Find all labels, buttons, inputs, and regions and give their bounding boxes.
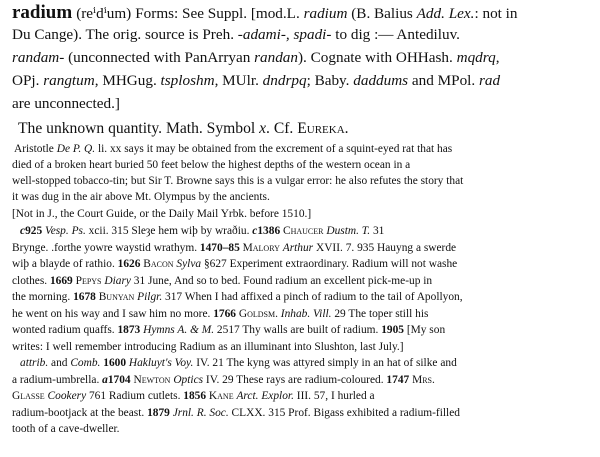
- text-segment: Pilgr.: [137, 291, 163, 303]
- attrib-line-4: [12, 423, 120, 435]
- text-segment: 1704: [107, 374, 134, 386]
- text-segment: Diary: [104, 275, 131, 287]
- etymology-line-0: [135, 5, 517, 22]
- text-segment: 761 Radium cutlets.: [86, 390, 184, 402]
- text-segment: and: [48, 357, 71, 369]
- text-segment: radium: [303, 5, 348, 22]
- text-segment: Forms: See Suppl. [mod.L.: [135, 5, 304, 22]
- text-segment: x: [259, 120, 267, 137]
- text-segment: Kane: [208, 390, 234, 402]
- text-segment: tsploshm: [160, 72, 215, 89]
- text-segment: 1879: [147, 407, 173, 419]
- text-segment: well-stopped tobacco-tin; but Sir T. Browne says this is a vulgar error: he also refutes the story that: [12, 175, 464, 187]
- attrib-line-0: [20, 357, 457, 369]
- text-segment: 1626: [117, 258, 144, 270]
- quotation-line-3: [12, 275, 432, 287]
- text-segment: Vesp. Ps.: [45, 225, 86, 237]
- text-segment: xcii. 315 Sleȝe hem wiþ by wraðiu.: [85, 225, 253, 237]
- quotation-line-7: [12, 341, 404, 353]
- attrib-line-1: [12, 374, 435, 386]
- text-segment: Sylva: [176, 258, 202, 270]
- text-segment: .: [344, 120, 349, 137]
- text-segment: randam-: [12, 49, 65, 66]
- text-segment: Bunyan: [98, 291, 135, 303]
- quotation-line-4: [12, 291, 463, 303]
- text-segment: [My son: [404, 324, 446, 336]
- text-segment: III. 57, I hurled a: [293, 390, 375, 402]
- text-segment: 1386: [257, 225, 283, 237]
- text-segment: Du Cange). The orig. source is Preh.: [12, 26, 238, 43]
- text-segment: (B. Balius: [347, 5, 417, 22]
- text-segment: Add. Lex.: [416, 5, 475, 22]
- text-segment: daddums: [353, 72, 409, 89]
- text-segment: ; Baby.: [306, 72, 354, 89]
- text-segment: c: [252, 225, 258, 237]
- text-segment: writes: I well remember introducing Radium as an illuminant into Slushton, last July.]: [12, 341, 404, 353]
- text-segment: 925: [25, 225, 45, 237]
- text-segment: 1470–85: [199, 242, 243, 254]
- text-segment: . Cf.: [266, 120, 298, 137]
- text-segment: 317 When I had affixed a pinch of radium to the tail of Apollyon,: [162, 291, 463, 303]
- text-segment: Newton: [133, 374, 171, 386]
- text-segment: Eureka: [297, 120, 345, 137]
- text-segment: 1856: [183, 390, 209, 402]
- text-segment: wonted radium quaffs.: [12, 324, 118, 336]
- attrib-line-3: [12, 407, 460, 419]
- text-segment: he went on his way and I saw him no more.: [12, 308, 214, 320]
- text-segment: wiþ a blayde of rathio.: [12, 258, 118, 270]
- text-segment: Hymns A. & M.: [143, 324, 215, 336]
- text-segment: clothes.: [12, 275, 50, 287]
- text-segment: 31: [370, 225, 385, 237]
- text-segment: Goldsm.: [238, 308, 278, 320]
- quotation-line-1: [12, 242, 456, 254]
- text-segment: rangtum: [43, 72, 95, 89]
- text-segment: Chaucer: [283, 225, 324, 237]
- text-segment: are unconnected.]: [12, 95, 120, 112]
- etymology-line-3: [12, 72, 500, 90]
- etymology-line-1: [12, 26, 460, 44]
- etymology-line-4: [12, 95, 120, 113]
- text-segment: a: [102, 374, 108, 386]
- text-segment: 1873: [117, 324, 144, 336]
- text-segment: Comb.: [70, 357, 101, 369]
- text-segment: died of a broken heart buried 50 feet below the highest depths of the western ocean in a: [12, 159, 411, 171]
- text-segment: li. xx says it may be obtained from the excrement of a squint-eyed rat that has: [95, 143, 453, 155]
- text-segment: OPj.: [12, 72, 44, 89]
- text-segment: The unknown quantity. Math. Symbol: [18, 120, 260, 137]
- text-segment: De P. Q.: [56, 143, 96, 155]
- text-segment: 29 The toper still his: [331, 308, 429, 320]
- text-segment: 31 June, And so to bed. Found radium an excellent pick-me-up in: [130, 275, 433, 287]
- text-segment: Mrs.: [412, 374, 435, 386]
- text-segment: ,: [495, 49, 500, 66]
- text-segment: Dustm. T.: [326, 225, 371, 237]
- text-segment: c: [20, 225, 26, 237]
- text-segment: 1905: [381, 324, 404, 336]
- text-segment: 1747: [386, 374, 413, 386]
- aristotle-note-line-3: [12, 191, 270, 203]
- text-segment: 1669: [49, 275, 76, 287]
- text-segment: IV. 29 These rays are radium-coloured.: [203, 374, 387, 386]
- text-segment: , MHGug.: [94, 72, 161, 89]
- aristotle-note-line-2: [12, 175, 463, 187]
- aristotle-note-line-1: [12, 159, 410, 171]
- text-segment: Arthur: [282, 242, 314, 254]
- quotation-line-6: [12, 324, 445, 336]
- text-segment: Arct. Explor.: [236, 390, 294, 402]
- text-segment: Hakluyt's Voy.: [128, 357, 194, 369]
- text-segment: Jrnl. R. Soc.: [172, 407, 229, 419]
- quotation-line-2: [12, 258, 457, 270]
- headword: radium: [12, 2, 73, 23]
- text-segment: 1766: [213, 308, 239, 320]
- text-segment: attrib.: [20, 357, 49, 369]
- text-segment: to dig :— Antediluv.: [331, 26, 460, 43]
- text-segment: Cookery: [47, 390, 87, 402]
- text-segment: it was dug in the air above Mt. Olympus by the ancients.: [12, 191, 270, 203]
- text-segment: Inhab. Vill.: [280, 308, 332, 320]
- text-segment: : not in: [474, 5, 518, 22]
- text-segment: (unconnected with PanArryan: [64, 49, 255, 66]
- quotation-line-0: [20, 225, 384, 237]
- text-segment: , MUlr.: [214, 72, 263, 89]
- text-segment: the morning.: [12, 291, 74, 303]
- text-segment: §627 Experiment extraordinary. Radium will not washe: [201, 258, 458, 270]
- text-segment: rad: [479, 72, 501, 89]
- text-segment: randan: [254, 49, 298, 66]
- text-segment: -adami-, spadi-: [237, 26, 332, 43]
- text-segment: IV. 21 The kyng was attyred simply in an hat of silke and: [193, 357, 457, 369]
- text-segment: Pepys: [75, 275, 102, 287]
- text-segment: Malory: [242, 242, 280, 254]
- text-segment: a radium-umbrella.: [12, 374, 103, 386]
- text-segment: mqdrq: [456, 49, 496, 66]
- text-segment: ). Cognate with OHHash.: [298, 49, 457, 66]
- etymology-line-2: [12, 49, 500, 67]
- text-segment: tooth of a cave-dweller.: [12, 423, 120, 435]
- pronunciation: (reⁱdⁱum): [76, 5, 132, 22]
- aristotle-note-line-0: [14, 143, 452, 155]
- text-segment: XVII. 7. 935 Hauyng a swerde: [313, 242, 457, 254]
- text-segment: radium-bootjack at the beast.: [12, 407, 148, 419]
- attrib-line-2: [12, 390, 375, 402]
- text-segment: Aristotle: [14, 143, 57, 155]
- text-segment: Glasse: [12, 390, 45, 402]
- quotation-line-5: [12, 308, 428, 320]
- text-segment: CLXX. 315 Prof. Bigass exhibited a radium-filled: [228, 407, 460, 419]
- text-segment: Brynge. .forthe yowre waystid wrathym.: [12, 242, 200, 254]
- definition: [18, 120, 349, 138]
- text-segment: dndrpq: [262, 72, 307, 89]
- text-segment: 1678: [73, 291, 99, 303]
- text-segment: 1600: [103, 357, 129, 369]
- text-segment: Bacon: [143, 258, 174, 270]
- text-segment: Optics: [173, 374, 204, 386]
- text-segment: 2517 Thy walls are built of radium.: [214, 324, 382, 336]
- bracket-note: [Not in J., the Court Guide, or the Daily Mail Yrbk. before 1510.]: [12, 208, 312, 220]
- headword-line: [12, 2, 518, 24]
- text-segment: and MPol.: [408, 72, 479, 89]
